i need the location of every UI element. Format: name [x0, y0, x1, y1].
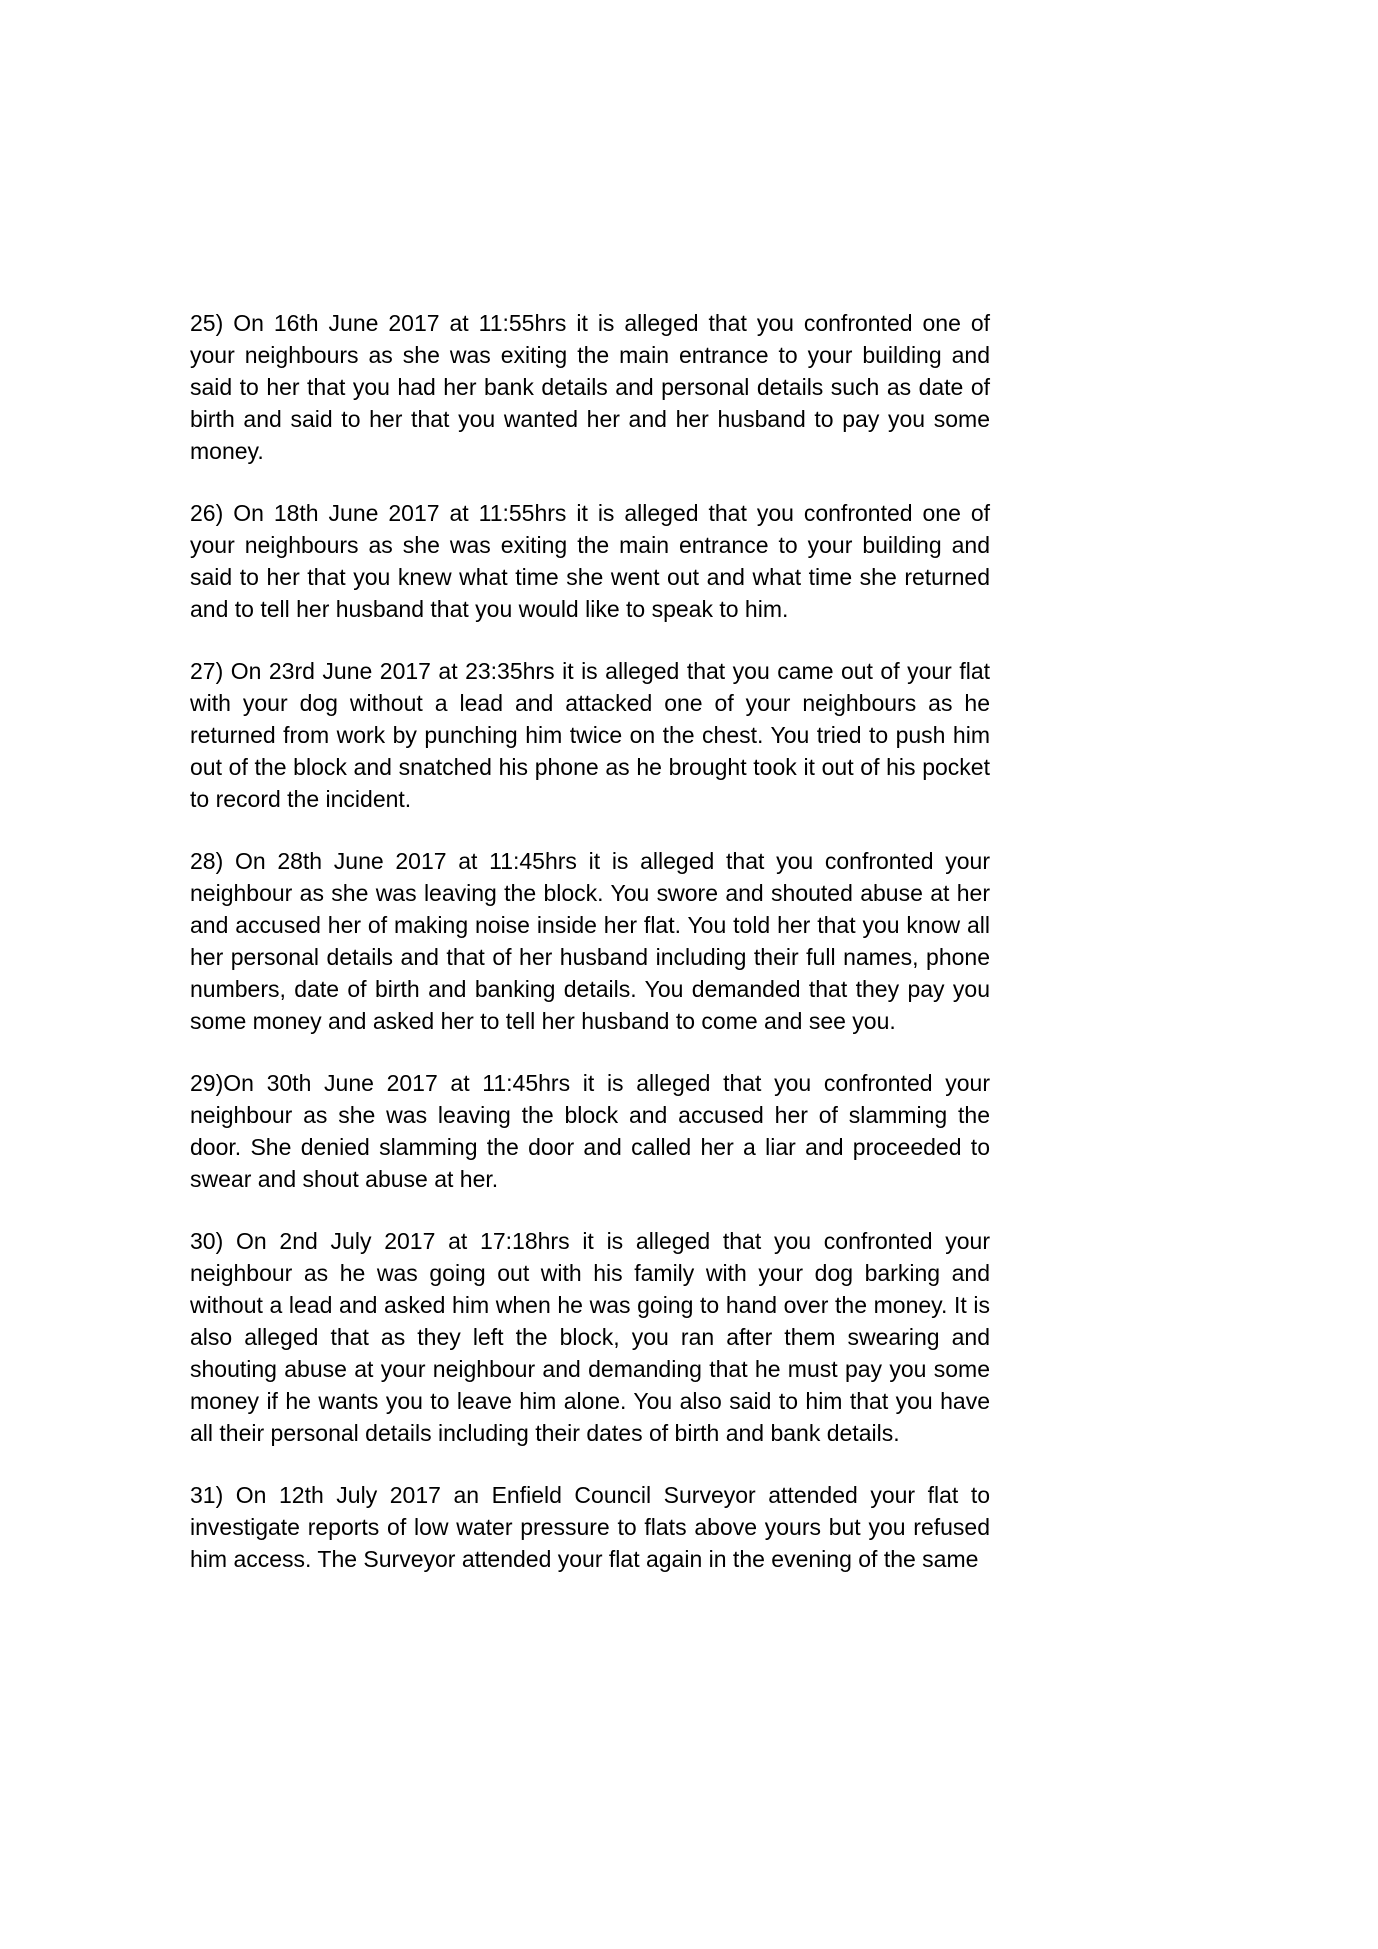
paragraph-27: 27) On 23rd June 2017 at 23:35hrs it is alleged that you came out of your flat with your dog without a lead and attacked one of your neighbours as he returned from work by punching him twice on the chest. You tried to push him out of the block and snatched his phone as he brought took it out of his pocket to record the incident.	[190, 658, 990, 812]
paragraph-25: 25) On 16th June 2017 at 11:55hrs it is alleged that you confronted one of your neighbours as she was exiting the main entrance to your building and said to her that you had her bank details and personal details such as date of birth and said to her that you wanted her and her husband to pay you some money.	[190, 310, 990, 464]
paragraph-28: 28) On 28th June 2017 at 11:45hrs it is alleged that you confronted your neighbour as she was leaving the block. You swore and shouted abuse at her and accused her of making noise inside her flat. You told her that you know all her personal details and that of her husband including their full names, phone numbers, date of birth and banking details. You demanded that they pay you some money and asked her to tell her husband to come and see you.	[190, 848, 990, 1034]
paragraph-31: 31) On 12th July 2017 an Enfield Council Surveyor attended your flat to investigate reports of low water pressure to flats above yours but you refused him access. The Surveyor attended your flat again in the evening of the same	[190, 1482, 990, 1572]
document-text-block	[190, 307, 990, 1575]
paragraph-26: 26) On 18th June 2017 at 11:55hrs it is alleged that you confronted one of your neighbours as she was exiting the main entrance to your building and said to her that you knew what time she went out and what time she returned and to tell her husband that you would like to speak to him.	[190, 500, 990, 622]
paragraph-30: 30) On 2nd July 2017 at 17:18hrs it is alleged that you confronted your neighbour as he was going out with his family with your dog barking and without a lead and asked him when he was going to hand over the money. It is also alleged that as they left the block, you ran after them swearing and shouting abuse at your neighbour and demanding that he must pay you some money if he wants you to leave him alone. You also said to him that you have all their personal details including their dates of birth and bank details.	[190, 1228, 990, 1446]
paragraph-29: 29)On 30th June 2017 at 11:45hrs it is alleged that you confronted your neighbour as she was leaving the block and accused her of slamming the door. She denied slamming the door and called her a liar and proceeded to swear and shout abuse at her.	[190, 1070, 990, 1192]
